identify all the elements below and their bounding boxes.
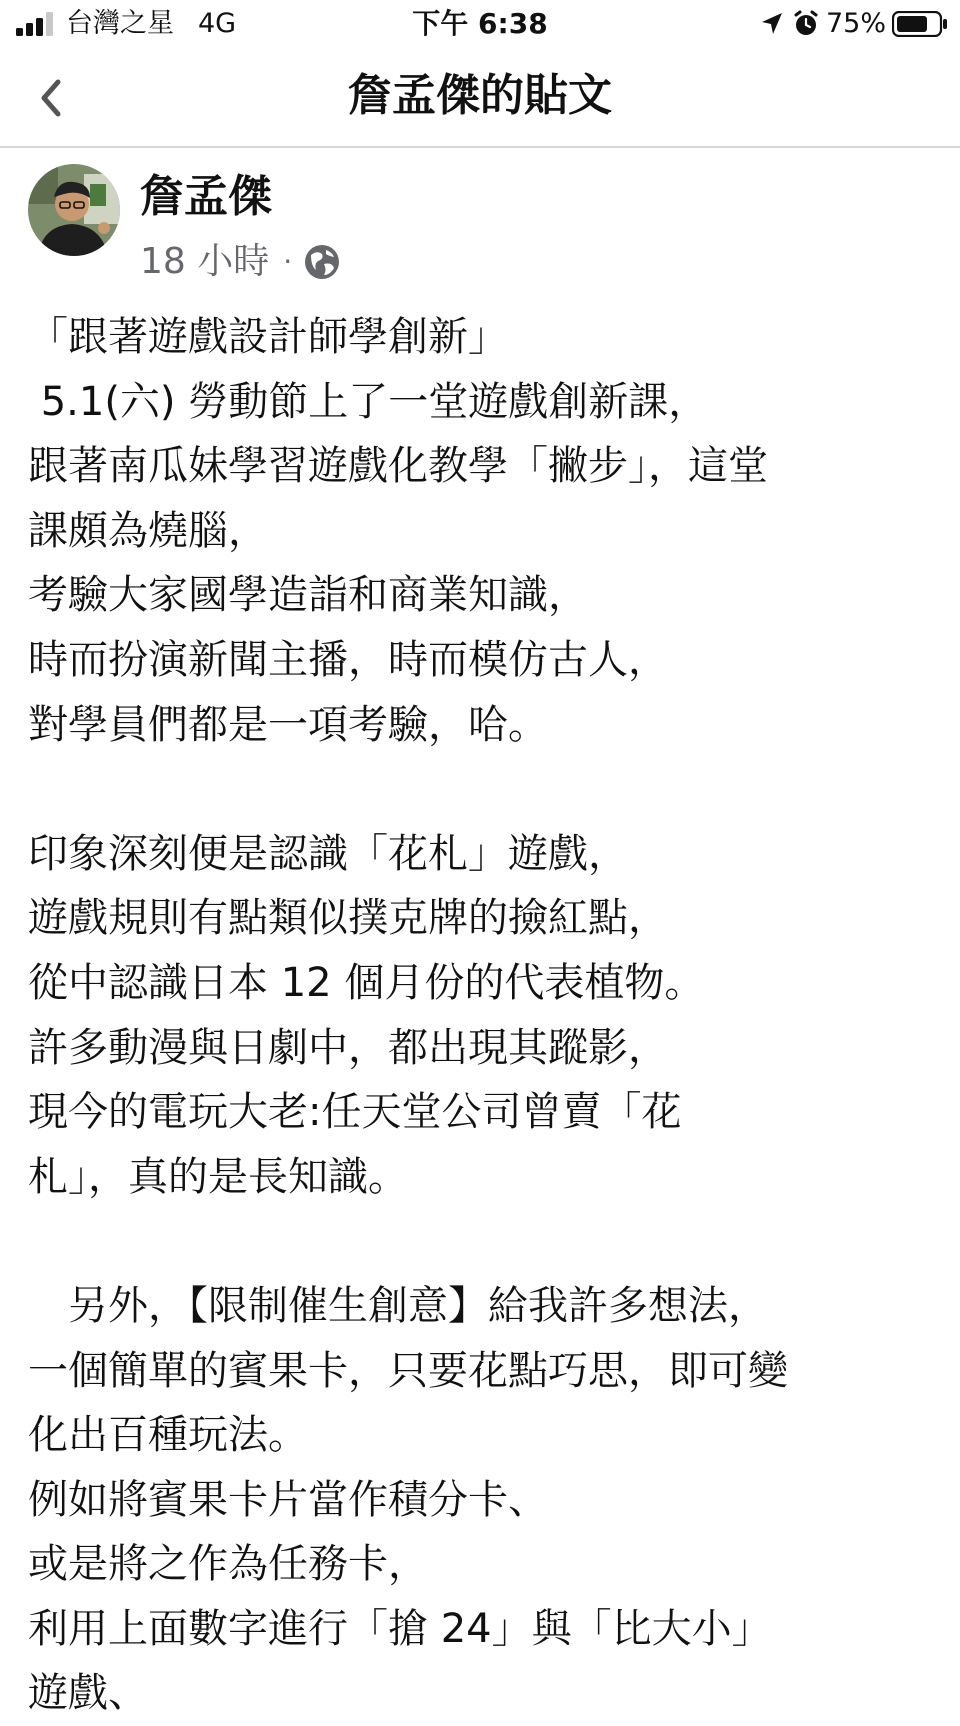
post-text-line: 或是將之作為任務卡， xyxy=(28,1541,428,1588)
post-text-line: 考驗大家國學造詣和商業知識， xyxy=(28,572,588,619)
post-text-line: 對學員們都是一項考驗，哈。 xyxy=(28,701,548,748)
status-bar xyxy=(0,0,960,48)
post-text-line: 另外，【限制催生創意】給我許多想法， xyxy=(28,1282,768,1329)
battery-icon xyxy=(892,11,948,37)
post-text-line: 例如將賓果卡片當作積分卡、 xyxy=(28,1476,548,1523)
post-text-line: 跟著南瓜妹學習遊戲化教學「撇步」，這堂 xyxy=(28,443,768,490)
post-text-line: 現今的電玩大老:任天堂公司曾賣「花 xyxy=(28,1089,682,1136)
blank-line xyxy=(28,757,948,822)
post-text-line: 時而扮演新聞主播，時而模仿古人， xyxy=(28,636,668,683)
network-type: 4G xyxy=(198,8,237,39)
post-text-line: 利用上面數字進行「搶 24」與「比大小」 xyxy=(28,1605,772,1652)
post-text-line: 一個簡單的賓果卡，只要花點巧思，即可變 xyxy=(28,1347,788,1394)
status-time: 下午 6:38 xyxy=(412,7,548,40)
back-button[interactable] xyxy=(28,72,76,124)
signal-icon xyxy=(16,12,60,36)
post-meta xyxy=(140,234,342,290)
post-text-line: 許多動漫與日劇中，都出現其蹤影， xyxy=(28,1024,668,1071)
post-body xyxy=(28,305,948,1726)
post-text-line: 化出百種玩法。 xyxy=(28,1412,308,1459)
post-text-line: 遊戲規則有點類似撲克牌的撿紅點， xyxy=(28,895,668,942)
post-text-line: 5.1(六) 勞動節上了一堂遊戲創新課， xyxy=(28,378,709,425)
avatar-image xyxy=(28,164,120,256)
author-name[interactable]: 詹孟傑 xyxy=(140,171,272,222)
page-title: 詹孟傑的貼文 xyxy=(348,70,612,121)
battery-percentage: 75% xyxy=(826,8,887,39)
blank-line xyxy=(28,1209,948,1274)
meta-separator: · xyxy=(283,245,293,278)
carrier-name: 台灣之星 xyxy=(66,8,174,39)
globe-icon[interactable] xyxy=(302,242,342,282)
post-text-line: 從中認識日本 12 個月份的代表植物。 xyxy=(28,959,705,1006)
post-text-line: 「跟著遊戲設計師學創新」 xyxy=(28,314,508,360)
post-text-line: 遊戲、 xyxy=(28,1670,148,1717)
location-arrow-icon xyxy=(760,11,784,37)
post-text-line: 印象深刻便是認識「花札」遊戲， xyxy=(28,830,628,877)
post-text-line: 札」，真的是長知識。 xyxy=(28,1153,408,1200)
post-timestamp[interactable]: 18 小時 xyxy=(140,241,270,282)
alarm-icon xyxy=(792,10,820,38)
nav-bar xyxy=(0,48,960,148)
avatar[interactable] xyxy=(28,164,120,256)
post-text-line: 課頗為燒腦， xyxy=(28,507,268,554)
